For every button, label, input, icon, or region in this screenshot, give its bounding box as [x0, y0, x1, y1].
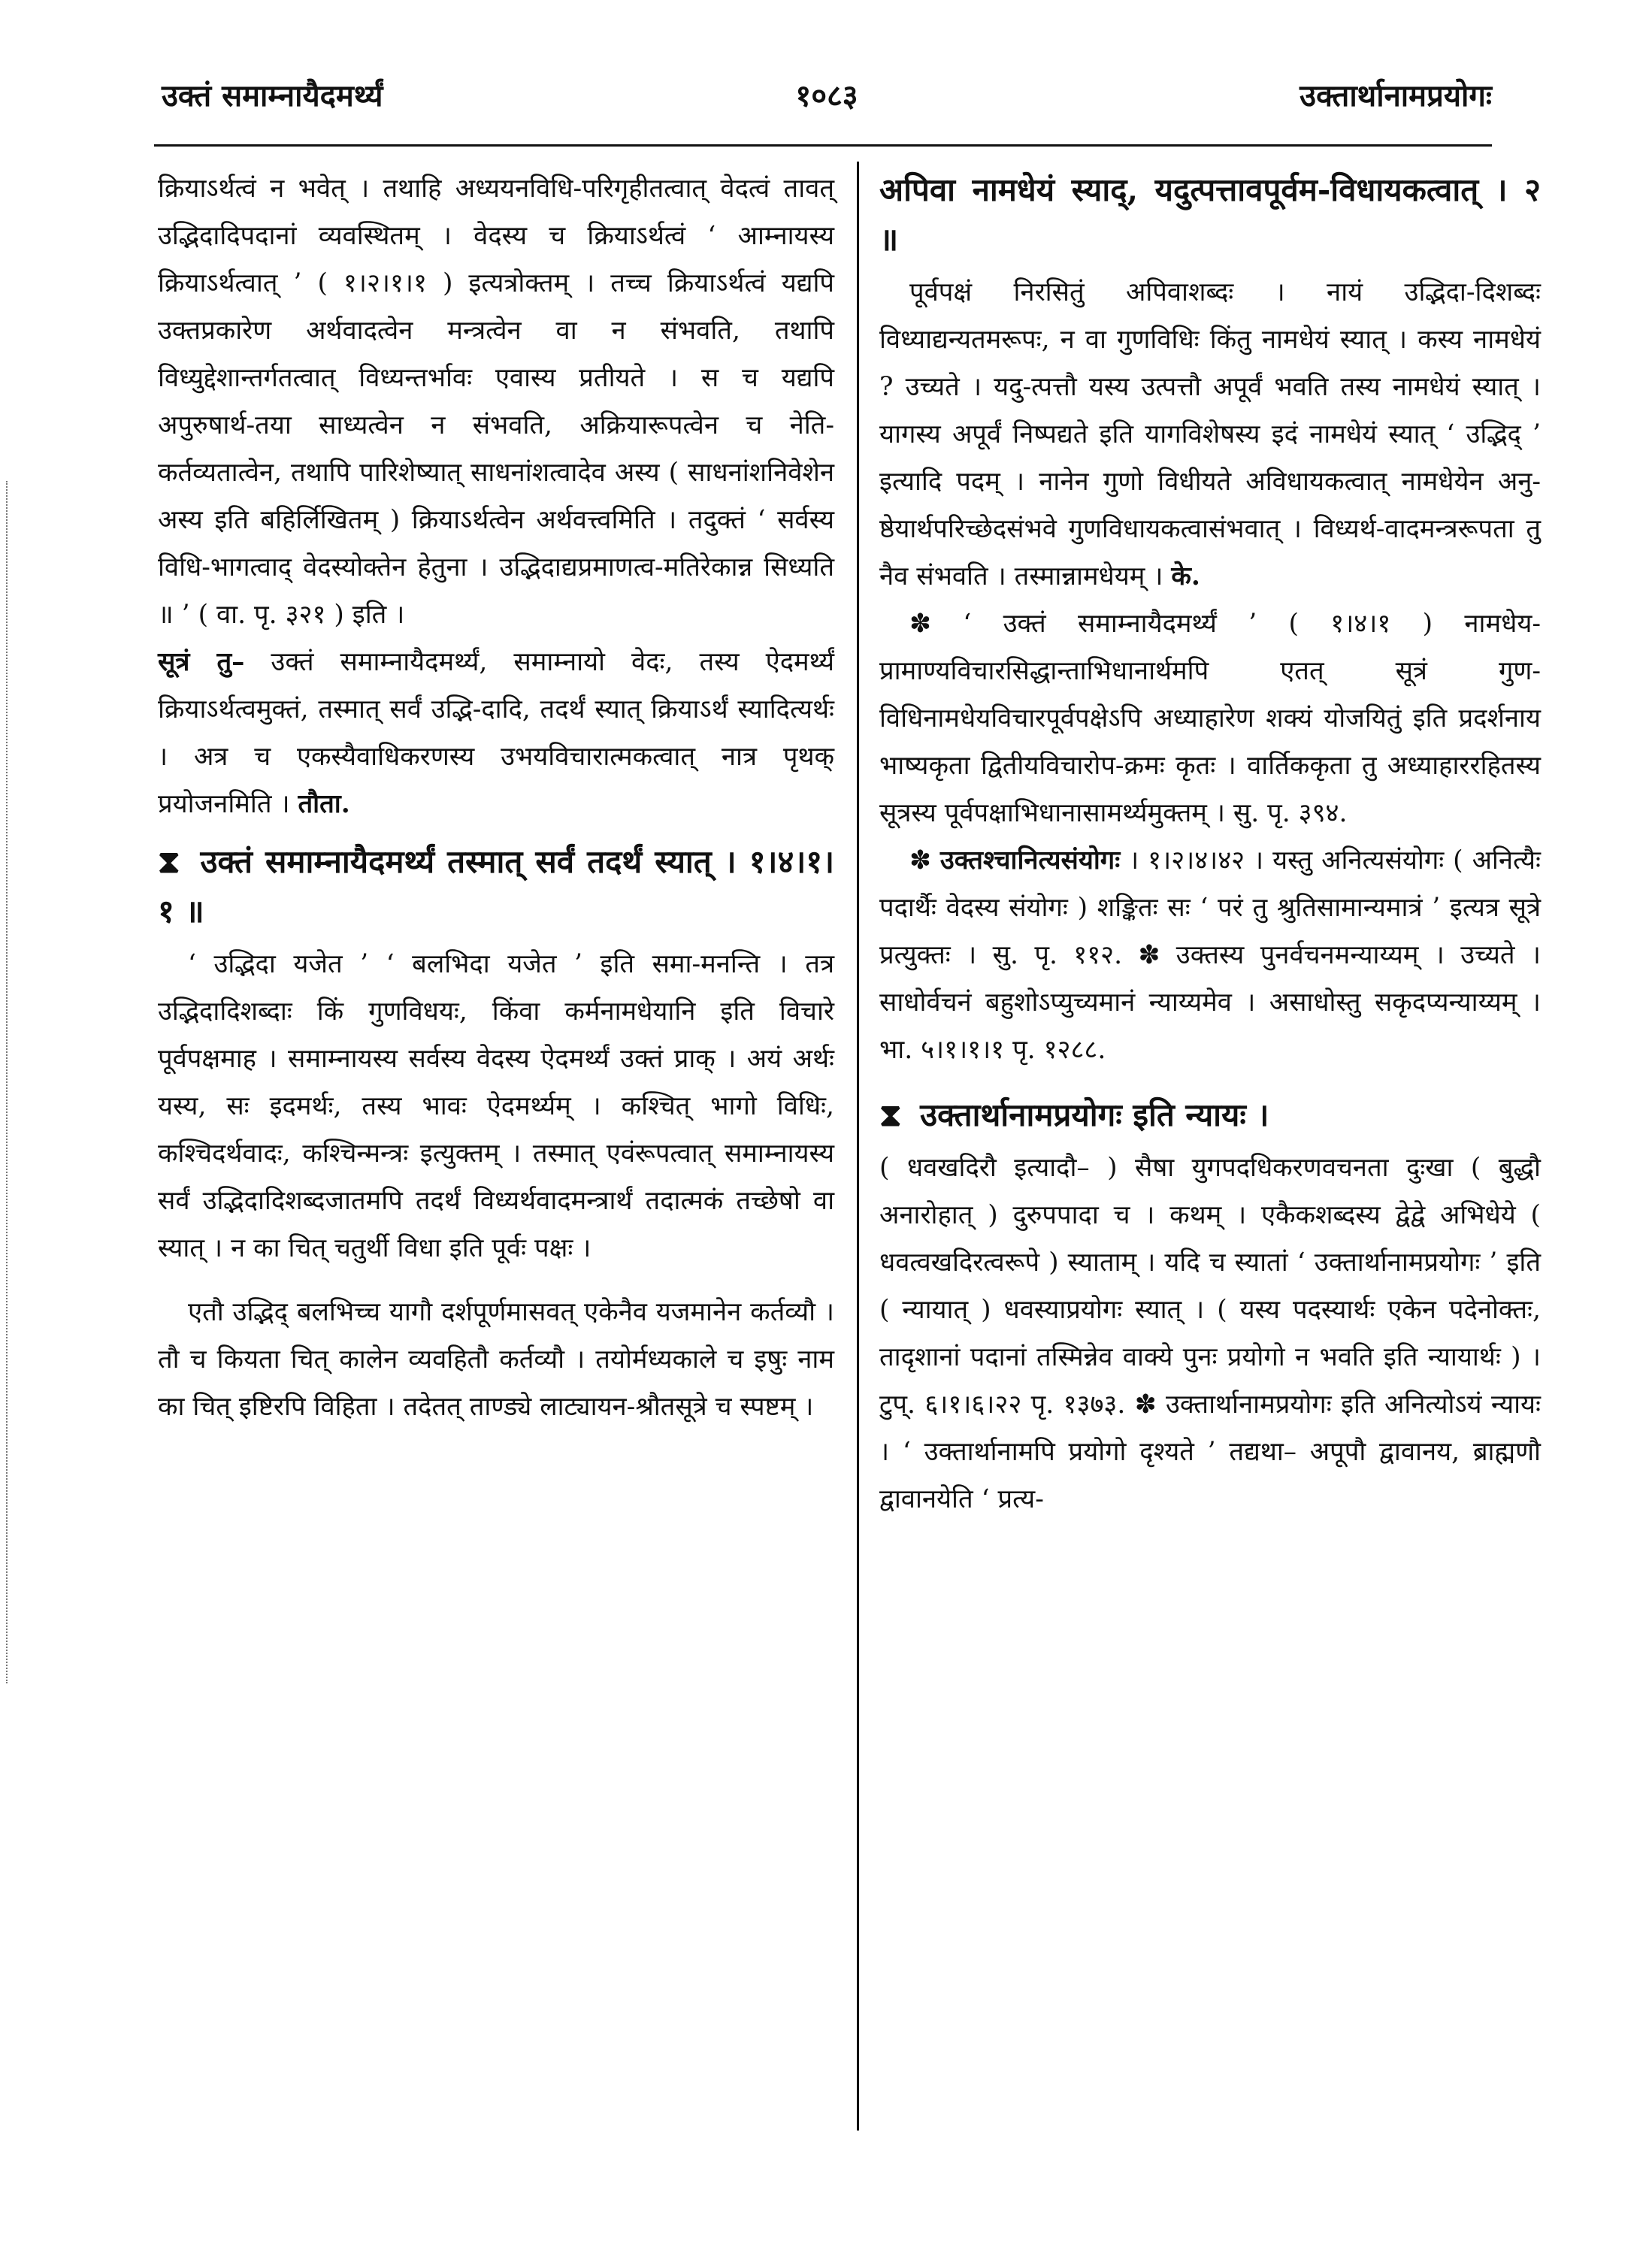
header-right-title: उक्तार्थानामप्रयोगः — [1300, 78, 1492, 113]
left-paragraph-4: एतौ उद्भिद् बलभिच्च यागौ दर्शपूर्णमासवत् एकेनैव यजमानेन कर्तव्यौ । तौ च कियता चित् कालेन व्यवहितौ कर्तव्यौ । तयोर्मध्यकाले च इषुः नाम का चित् इष्टिरपि विहिता । तदेतत् ताण्ड्ये लाट्यायन-श्रौतसूत्रे च स्पष्टम् । — [158, 1297, 834, 1422]
nyaya-mark-icon: ⧗ — [879, 1096, 902, 1133]
left-paragraph-1: क्रियाऽर्थत्वं न भवेत् । तथाहि अध्ययनविधि-परिगृहीतत्वात् वेदत्वं तावत् उद्भिदादिपदानां व्यवस्थितम् । वेदस्य च क्रियाऽर्थत्वं ‘ आम्नायस्य क्रियाऽर्थत्वात् ’ ( १।२।१।१ ) इत्यत्रोक्तम् । तच्च क्रियाऽर्थत्वं यद्यपि उक्तप्रकारेण अर्थवादत्वेन मन्त्रत्वेन वा न संभवति, तथापि विध्युद्देशान्तर्गतत्वात् विध्यन्तर्भावः एवास्य प्रतीयते । स च यद्यपि अपुरुषार्थ-तया साध्यत्वेन न संभवति, अक्रियारूपत्वेन च नेति-कर्तव्यतात्वेन, तथापि पारिशेष्यात् साधनांशत्वादेव अस्य ( साधनांशनिवेशेन अस्य इति बहिर्लिखितम् ) क्रियाऽर्थत्वेन अर्थवत्त्वमिति । तदुक्तं ‘ सर्वस्य विधि-भागत्वाद् वेदस्योक्तेन हेतुना । उद्भिदाद्यप्रमाणत्व-मतिरेकान्न सिध्यति ॥ ’ ( वा. पृ. ३२१ ) इति । — [158, 174, 834, 630]
left-paragraph-2 — [158, 639, 834, 828]
sutra-heading — [158, 837, 834, 936]
right-paragraph-3-text: । १।२।४।४२ । यस्तु अनित्यसंयोगः ( अनित्यैः पदार्थैः वेदस्य संयोगः ) शङ्कितः सः ‘ परं तु श्रुतिसामान्यमात्रं ’ इत्यत्र सूत्रे प्रत्युक्तः । सु. पृ. ११२. ✽ उक्तस्य पुनर्वचनमन्याय्यम् । उच्यते । साधोर्वचनं बहुशोऽप्युच्यमानं न्याय्यमेव । असाधोस्तु सकृदप्यन्याय्यम् । भा. ५।१।१।१ पृ. १२८८. — [879, 845, 1541, 1065]
right-paragraph-3-lead: उक्तश्चानित्यसंयोगः — [939, 845, 1121, 876]
page-header — [162, 66, 1492, 126]
right-paragraph-2-text: ‘ उक्तं समाम्नायैदमर्थ्यं ’ ( १।४।१ ) नामधेय-प्रामाण्यविचारसिद्धान्ताभिधानार्थमपि एतत् सूत्रं गुण-विधिनामधेयविचारपूर्वपक्षेऽपि अध्याहारेण शक्यं योजयितुं इति प्रदर्शनाय भाष्यकृता द्वितीयविचारोप-क्रमः कृतः । वार्तिककृता तु अध्याहाररहितस्य सूत्रस्य पूर्वपक्षाभिधानासामर्थ्यमुक्तम् । सु. पृ. ३९४. — [879, 609, 1541, 828]
header-rule — [154, 144, 1492, 147]
left-paragraph-2-text: उक्तं समाम्नायैदमर्थ्यं, समाम्नायो वेदः, तस्य ऐदमर्थ्यं क्रियाऽर्थत्वमुक्तं, तस्मात् सर्वं उद्भि-दादि, तदर्थं स्यात् क्रियाऽर्थं स्यादित्यर्थः । अत्र च एकस्यैवाधिकरणस्य उभयविचारात्मकत्वात् नात्र पृथक् प्रयोजनमिति । — [158, 647, 834, 819]
right-paragraph-2 — [879, 600, 1541, 837]
nyaya-text: उक्तार्थानामप्रयोगः इति न्यायः । — [920, 1096, 1269, 1133]
header-left-title: उक्तं समाम्नायैदमर्थ्यं — [162, 78, 383, 113]
source-abbrev: तौता. — [298, 789, 350, 819]
right-paragraph-1 — [879, 269, 1541, 600]
right-paragraph-4: ( धवखदिरौ इत्यादौ– ) सैषा युगपदधिकरणवचनता दुःखा ( बुद्धौ अनारोहात् ) दुरुपपादा च । कथम् । एकैकशब्दस्य द्वेद्वे अभिधेये ( धवत्वखदिरत्वरूपे ) स्याताम् । यदि च स्यातां ‘ उक्तार्थानामप्रयोगः ’ इति ( न्यायात् ) धवस्याप्रयोगः स्यात् । ( यस्य पदस्यार्थः एकेन पदेनोक्तः, तादृशानां पदानां तस्मिन्नेव वाक्ये पुनः प्रयोगो न भवति इति न्यायार्थः ) । टुप्. ६।१।६।२२ पृ. १३७३. ✽ उक्तार्थानामप्रयोगः इति अनित्योऽयं न्यायः । ‘ उक्तार्थानामपि प्रयोगो दृश्यते ’ तद्यथा– अपूपौ द्वावानय, ब्राह्मणौ द्वावानयेति ‘ प्रत्य- — [879, 1153, 1541, 1514]
star-icon: ✽ — [909, 609, 931, 639]
star-icon: ✽ — [909, 845, 931, 876]
sutra-text: उक्तं समाम्नायैदमर्थ्यं तस्मात् सर्वं तदर्थं स्यात् । १।४।१।१ ॥ — [158, 843, 834, 930]
left-paragraph-3: ‘ उद्भिदा यजेत ’ ‘ बलभिदा यजेत ’ इति समा-मनन्ति । तत्र उद्भिदादिशब्दाः किं गुणविधयः, किंवा कर्मनामधेयानि इति विचारे पूर्वपक्षमाह । समाम्नायस्य सर्वस्य वेदस्य ऐदमर्थ्यं उक्तं प्राक् । अयं अर्थः यस्य, सः इदमर्थः, तस्य भावः ऐदमर्थ्यम् । कश्चित् भागो विधिः, कश्चिदर्थवादः, कश्चिन्मन्त्रः इत्युक्तम् । तस्मात् एवंरूपत्वात् समाम्नायस्य सर्वं उद्भिदादिशब्दजातमपि तदर्थं विध्यर्थवादमन्त्रार्थं तदात्मकं तच्छेषो वा स्यात् । न का चित् चतुर्थी विधा इति पूर्वः पक्षः । — [158, 949, 834, 1263]
sutra-2-heading: अपिवा नामधेयं स्याद्, यदुत्पत्तावपूर्वम-विधायकत्वात् । २ ॥ — [879, 171, 1541, 258]
sutra-label: सूत्रं तु– — [158, 647, 245, 677]
nyaya-heading — [879, 1090, 1541, 1140]
page-number: १०८३ — [795, 78, 858, 113]
right-paragraph-3 — [879, 837, 1541, 1074]
source-abbrev-ke: के. — [1171, 561, 1200, 591]
right-column — [879, 165, 1541, 1523]
column-divider — [857, 162, 859, 2131]
right-paragraph-1-text: पूर्वपक्षं निरसितुं अपिवाशब्दः । नायं उद्भिदा-दिशब्दः विध्याद्यन्यतमरूपः, न वा गुणविधिः किंतु नामधेयं स्यात् । कस्य नामधेयं ? उच्यते । यदु-त्पत्तौ यस्य उत्पत्तौ अपूर्वं भवति तस्य नामधेयं स्यात् । यागस्य अपूर्वं निष्पद्यते इति यागविशेषस्य इदं नामधेयं स्यात् ‘ उद्भिद् ’ इत्यादि पदम् । नानेन गुणो विधीयते अविधायकत्वात् नामधेयेन अनु-ष्ठेयार्थपरिच्छेदसंभवे गुणविधायकत्वासंभवात् । विध्यर्थ-वादमन्त्ररूपता तु नैव संभवति । तस्मान्नामधेयम् । — [879, 277, 1542, 591]
sutra-mark-icon: ⧗ — [158, 843, 180, 880]
scan-edge-dots — [6, 481, 15, 1683]
left-column — [158, 165, 834, 1431]
